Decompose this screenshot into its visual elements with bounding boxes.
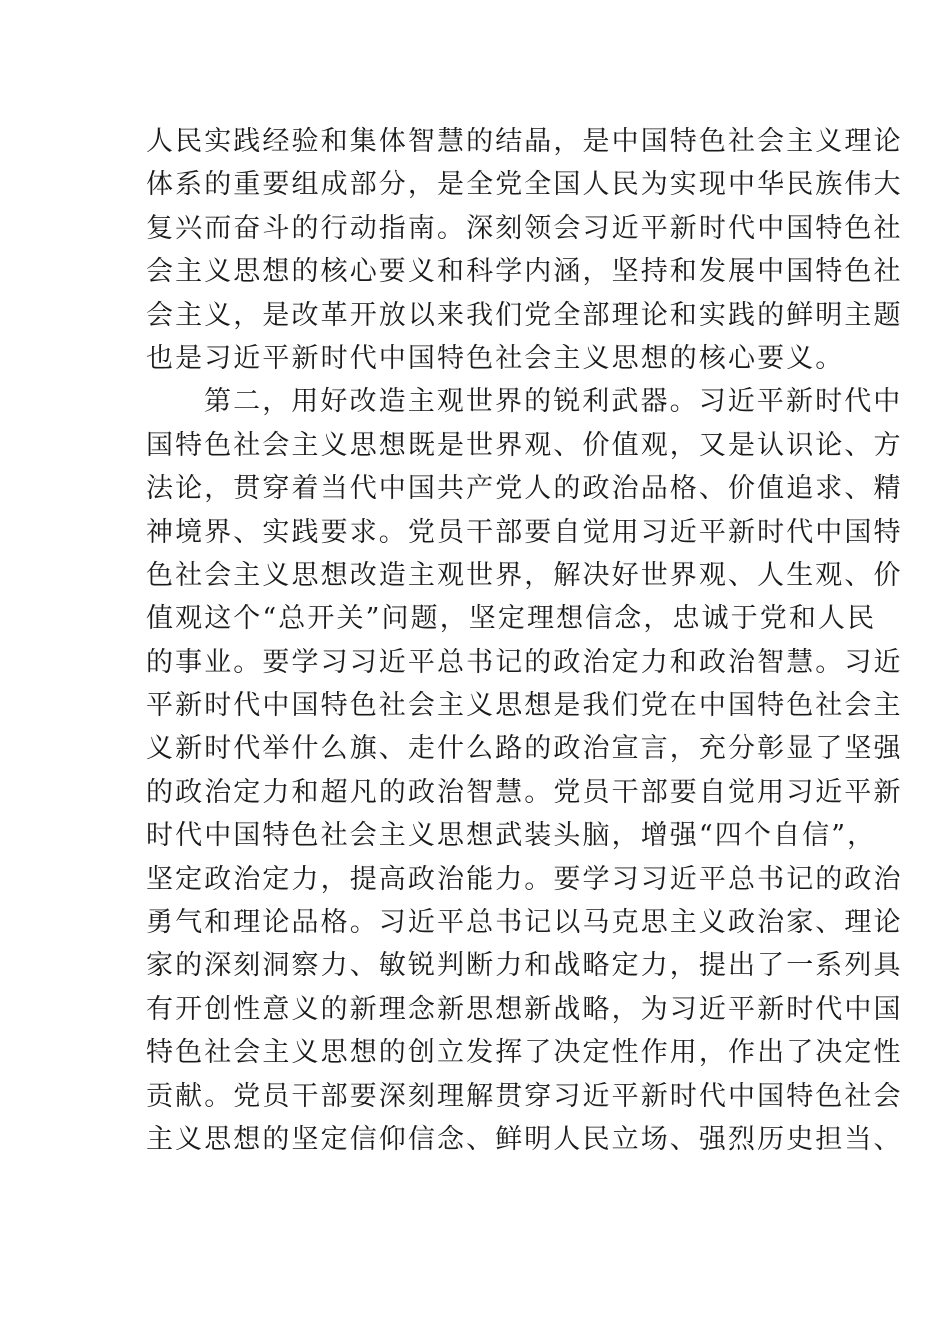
text-line: 义新时代举什么旗、走什么路的政治宣言，充分彰显了坚强 [146,733,903,765]
text-line: 的政治定力和超凡的政治智慧。党员干部要自觉用习近平新 [146,776,903,808]
text-line: 平新时代中国特色社会主义思想是我们党在中国特色社会主 [146,690,903,722]
text-line: 体系的重要组成部分，是全党全国人民为实现中华民族伟大 [146,169,903,201]
text-line: 神境界、实践要求。党员干部要自觉用习近平新时代中国特 [146,516,903,548]
text-line: 勇气和理论品格。习近平总书记以马克思主义政治家、理论 [146,907,903,939]
text-line: 的事业。要学习习近平总书记的政治定力和政治智慧。习近 [146,646,903,678]
text-line: 复兴而奋斗的行动指南。深刻领会习近平新时代中国特色社 [146,212,903,244]
paragraph-start-line: 第二，用好改造主观世界的锐利武器。习近平新时代中 [204,386,903,418]
text-line: 家的深刻洞察力、敏锐判断力和战略定力，提出了一系列具 [146,950,903,982]
text-line: 色社会主义思想改造主观世界，解决好世界观、人生观、价 [146,559,903,591]
text-line: 有开创性意义的新理念新思想新战略，为习近平新时代中国 [146,993,903,1025]
text-line: 坚定政治定力，提高政治能力。要学习习近平总书记的政治 [146,863,903,895]
text-line: 贡献。党员干部要深刻理解贯穿习近平新时代中国特色社会 [146,1080,903,1112]
text-line: 也是习近平新时代中国特色社会主义思想的核心要义。 [146,342,845,374]
text-line: 值观这个“总开关”问题，坚定理想信念，忠诚于党和人民 [146,603,877,635]
body-text [146,120,903,1161]
text-line: 会主义，是改革开放以来我们党全部理论和实践的鲜明主题 [146,299,903,331]
text-line: 会主义思想的核心要义和科学内涵，坚持和发展中国特色社 [146,256,903,288]
text-line: 法论，贯穿着当代中国共产党人的政治品格、价值追求、精 [146,473,903,505]
text-line: 人民实践经验和集体智慧的结晶，是中国特色社会主义理论 [146,126,903,157]
text-line: 国特色社会主义思想既是世界观、价值观，又是认识论、方 [146,429,903,461]
text-line: 时代中国特色社会主义思想武装头脑，增强“四个自信”， [146,820,877,852]
text-line: 特色社会主义思想的创立发挥了决定性作用，作出了决定性 [146,1037,903,1069]
text-line: 主义思想的坚定信仰信念、鲜明人民立场、强烈历史担当、 [146,1123,903,1155]
